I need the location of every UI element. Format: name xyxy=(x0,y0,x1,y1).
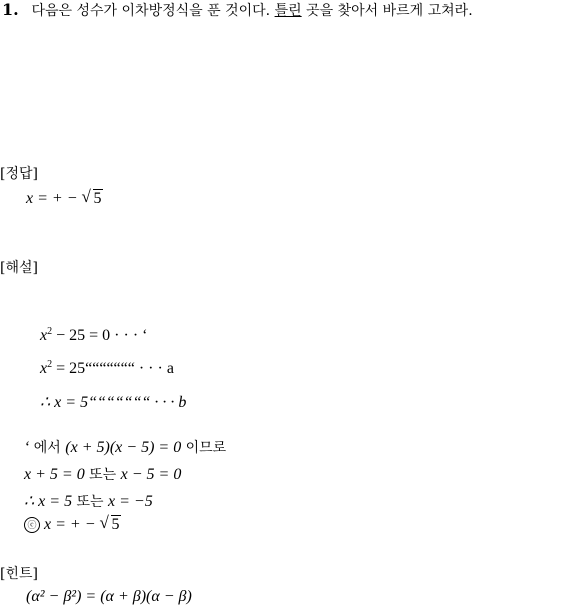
line-3-math2: x = −5 xyxy=(108,493,153,510)
line-1-marker: ‘ xyxy=(24,439,30,456)
step-3-text: ∴ x = 5“““““““ · · · b xyxy=(40,394,187,411)
answer-header: [정답] xyxy=(0,166,38,182)
line-2-math2: x − 5 = 0 xyxy=(120,466,182,483)
line-1-math: (x + 5)(x − 5) = 0 xyxy=(65,439,182,456)
solution-step-3 xyxy=(40,392,186,412)
circled-marker: ⓒ xyxy=(24,517,40,533)
final-lhs: x = + − xyxy=(44,516,96,533)
solution-step-1 xyxy=(40,327,147,345)
step-2-rest: = 25“““““““ · · · a xyxy=(52,360,174,377)
question-underlined: 틀린 xyxy=(274,3,302,19)
line-2-math: x + 5 = 0 xyxy=(24,466,85,483)
line-1-text2: 이므로 xyxy=(181,440,227,456)
solution-header: [해설] xyxy=(0,260,38,276)
step-2-var: x xyxy=(40,360,48,377)
step-1-rest: − 25 = 0 · · · ‘ xyxy=(52,327,148,344)
hint-header: [힌트] xyxy=(0,566,38,582)
line-3-math: ∴ x = 5 xyxy=(24,493,73,510)
answer-radicand: 5 xyxy=(93,190,102,207)
final-sqrt: √ 5 xyxy=(99,513,120,533)
answer-lhs: x = + − xyxy=(26,190,78,207)
hint-formula: (α² − β²) = (α + β)(α − β) xyxy=(26,588,192,605)
question-line xyxy=(2,0,473,20)
question-number: 1. xyxy=(2,0,19,19)
step-2-exp: 2 xyxy=(47,359,53,370)
step-1-exp: 2 xyxy=(47,326,53,337)
question-text: 다음은 성수가 이차방정식을 푼 것이다. xyxy=(31,3,275,19)
solution-final xyxy=(24,513,121,534)
solution-step-2 xyxy=(40,360,174,378)
line-1-text: 에서 xyxy=(29,440,66,456)
line-3-text: 또는 xyxy=(72,494,109,510)
question-text-after: 곳을 찾아서 바르게 고쳐라. xyxy=(301,3,473,19)
solution-line-3 xyxy=(24,491,153,511)
final-radicand: 5 xyxy=(111,516,120,533)
solution-line-1 xyxy=(24,437,226,457)
solution-line-2 xyxy=(24,464,181,484)
step-1-var: x xyxy=(40,327,48,344)
line-2-text: 또는 xyxy=(84,467,121,483)
answer-formula xyxy=(26,187,103,208)
answer-sqrt: √ 5 xyxy=(81,187,102,207)
